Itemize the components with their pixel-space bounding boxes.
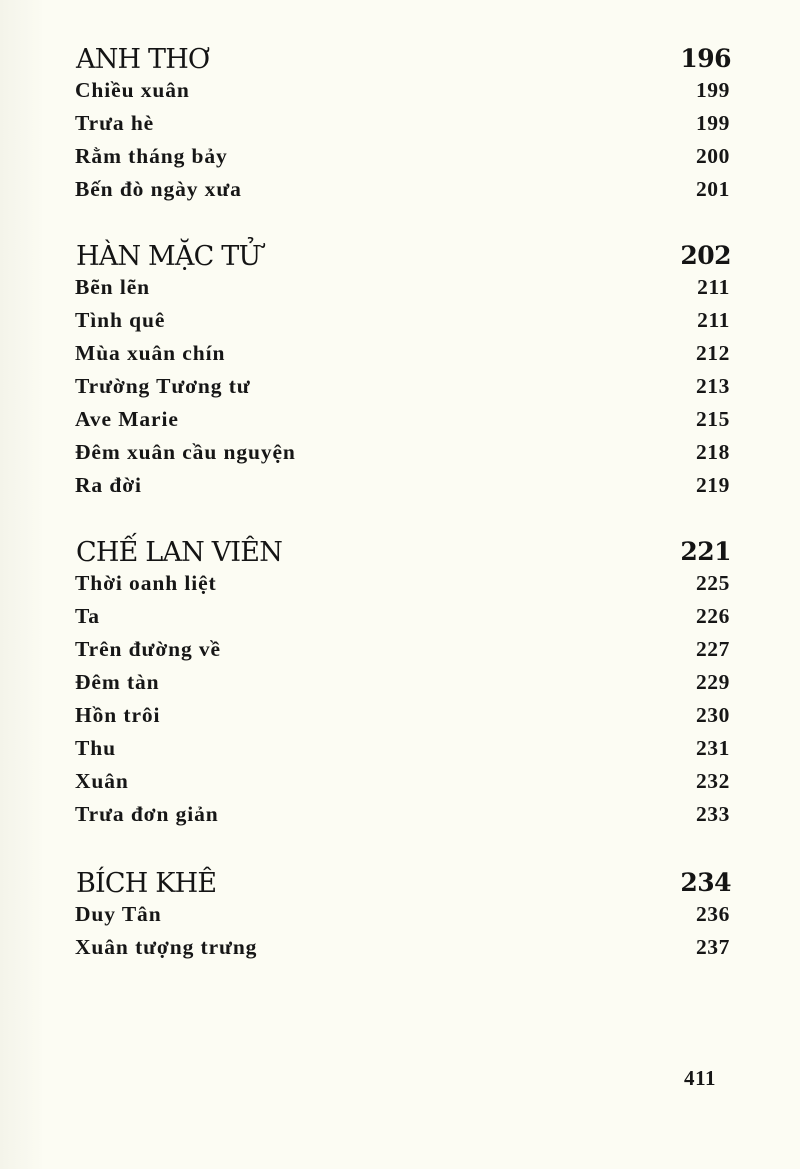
- entry-title: Trên đường về: [75, 637, 222, 661]
- entry-title: Ave Marie: [75, 407, 179, 431]
- entry-page-number: 218: [695, 440, 730, 464]
- toc-entry: [74, 473, 731, 506]
- entry-title: Tình quê: [75, 308, 166, 332]
- entry-title: Trường Tương tư: [75, 374, 251, 398]
- entry-page-number: 230: [695, 703, 730, 727]
- entry-title: Ra đời: [75, 473, 142, 497]
- entry-title: Bẽn lẽn: [75, 275, 150, 299]
- entry-title: Đêm tàn: [75, 670, 160, 694]
- section-title: ANH THƠ: [76, 44, 210, 75]
- section-page-number: 221: [680, 537, 731, 566]
- toc-section: [74, 537, 731, 835]
- entry-page-number: 213: [695, 374, 730, 398]
- section-page-number: 196: [680, 44, 731, 73]
- entry-page-number: 232: [695, 769, 730, 793]
- entry-page-number: 211: [697, 308, 730, 332]
- entry-page-number: 201: [695, 177, 730, 201]
- entry-page-number: 225: [695, 571, 730, 595]
- entry-page-number: 215: [695, 407, 730, 431]
- entry-page-number: 226: [695, 604, 730, 628]
- toc-entry: [74, 571, 731, 604]
- section-title: CHẾ LAN VIÊN: [76, 537, 283, 568]
- toc-entry: [74, 736, 731, 769]
- page-edge-shadow: [0, 0, 42, 1169]
- section-header: [74, 241, 731, 275]
- entry-page-number: 236: [695, 902, 730, 926]
- toc-entry: [74, 407, 731, 440]
- entry-title: Mùa xuân chín: [75, 341, 226, 365]
- toc-entry: [74, 604, 731, 637]
- toc-entry: [74, 637, 731, 670]
- entry-title: Bến đò ngày xưa: [75, 177, 242, 201]
- entry-title: Thu: [75, 736, 116, 760]
- entry-page-number: 231: [695, 736, 730, 760]
- entry-title: Xuân: [75, 769, 129, 793]
- toc-entry: [74, 341, 731, 374]
- toc-entry: [74, 374, 731, 407]
- entry-title: Trưa hè: [75, 111, 155, 135]
- section-header: [74, 868, 731, 902]
- entry-title: Xuân tượng trưng: [75, 935, 258, 959]
- page-folio-number: 411: [684, 1066, 717, 1090]
- toc-entry: [74, 308, 731, 341]
- toc-entry: [74, 78, 731, 111]
- toc-entry: [74, 440, 731, 473]
- section-header: [74, 44, 731, 78]
- entry-page-number: 199: [695, 78, 730, 102]
- entry-title: Duy Tân: [75, 902, 162, 926]
- entry-title: Đêm xuân cầu nguyện: [75, 440, 296, 464]
- entry-title: Thời oanh liệt: [75, 571, 217, 595]
- entry-page-number: 211: [697, 275, 730, 299]
- toc-entry: [74, 144, 731, 177]
- entry-title: Hồn trôi: [75, 703, 161, 727]
- entry-title: Trưa đơn giản: [75, 802, 219, 826]
- toc-entry: [74, 275, 731, 308]
- toc-entry: [74, 802, 731, 835]
- entry-page-number: 212: [695, 341, 730, 365]
- section-title: HÀN MẶC TỬ: [76, 241, 261, 272]
- section-page-number: 234: [680, 868, 731, 897]
- toc-entry: [74, 703, 731, 736]
- entry-title: Chiều xuân: [75, 78, 190, 102]
- toc-section: [74, 868, 731, 968]
- toc-entry: [74, 111, 731, 144]
- toc-entry: [74, 670, 731, 703]
- toc-section: [74, 44, 731, 210]
- toc-entry: [74, 935, 731, 968]
- toc-entry: [74, 769, 731, 802]
- toc-section: [74, 241, 731, 506]
- entry-page-number: 237: [695, 935, 730, 959]
- entry-page-number: 227: [695, 637, 730, 661]
- section-page-number: 202: [680, 241, 731, 270]
- toc-entry: [74, 902, 731, 935]
- entry-page-number: 219: [695, 473, 730, 497]
- entry-title: Rằm tháng bảy: [75, 144, 228, 168]
- entry-title: Ta: [75, 604, 100, 628]
- section-title: BÍCH KHÊ: [76, 868, 217, 899]
- toc-entry: [74, 177, 731, 210]
- entry-page-number: 200: [695, 144, 730, 168]
- entry-page-number: 233: [695, 802, 730, 826]
- section-header: [74, 537, 731, 571]
- entry-page-number: 229: [695, 670, 730, 694]
- entry-page-number: 199: [695, 111, 730, 135]
